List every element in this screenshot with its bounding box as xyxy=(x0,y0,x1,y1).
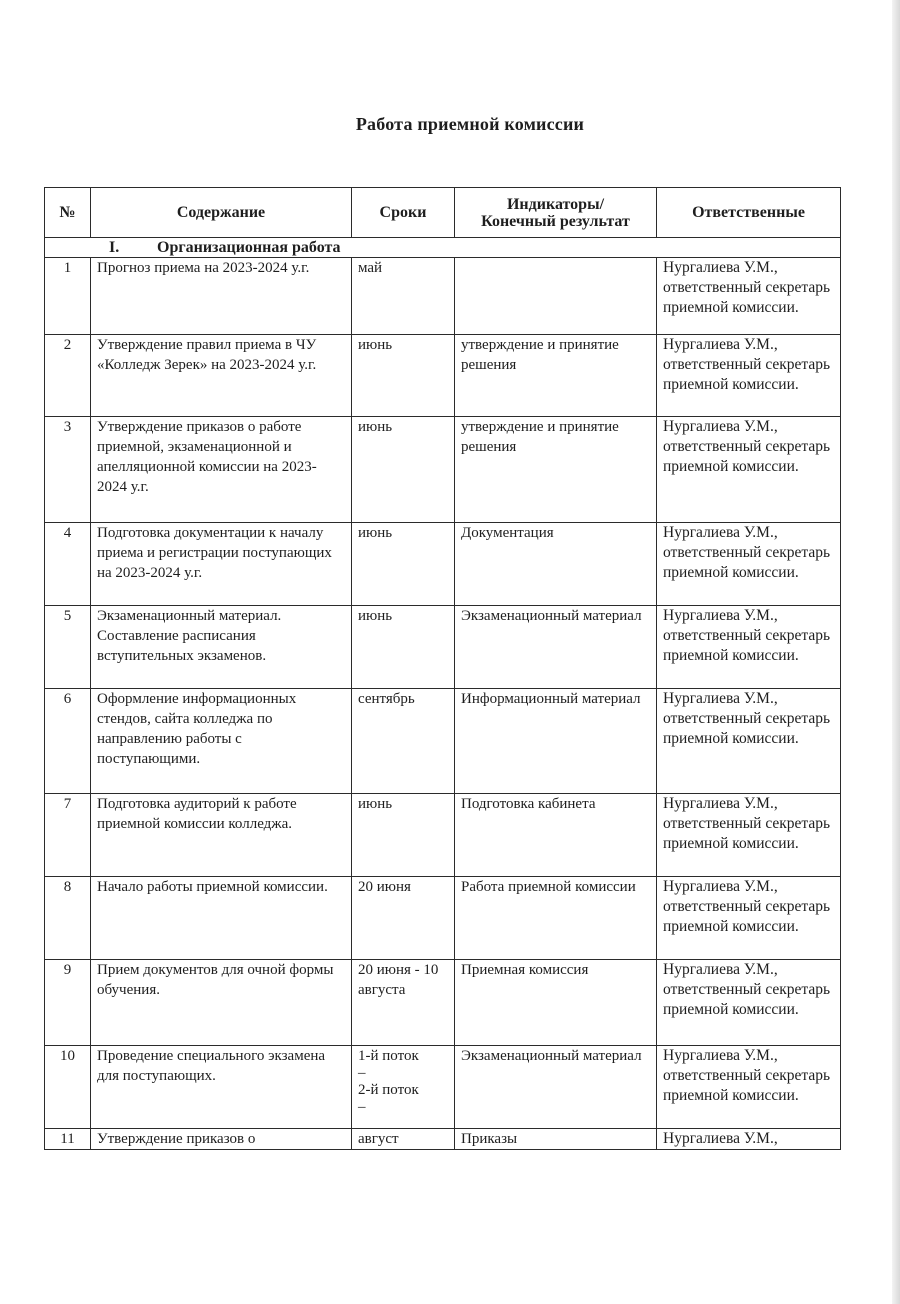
row-content: Экзаменационный материал. Составление расписания вступительных экзаменов. xyxy=(91,606,352,689)
row-indicator: Документация xyxy=(455,523,657,606)
table-row xyxy=(45,335,841,417)
row-indicator: Экзаменационный материал xyxy=(455,1046,657,1129)
table-header-row xyxy=(45,188,841,238)
row-content: Начало работы приемной комиссии. xyxy=(91,877,352,960)
row-number: 11 xyxy=(45,1129,91,1150)
row-deadline: июнь xyxy=(352,794,455,877)
deadline-line: – xyxy=(358,1065,366,1081)
row-responsible: Нургалиева У.М., ответственный секретарь приемной комиссии. xyxy=(657,794,841,877)
row-deadline: сентябрь xyxy=(352,689,455,794)
section-title: Организационная работа xyxy=(157,239,341,256)
table-row xyxy=(45,1129,841,1150)
table-row xyxy=(45,523,841,606)
document-title: Работа приемной комиссии xyxy=(355,114,585,134)
header-indicators-line1: Индикаторы/ xyxy=(506,195,605,213)
row-indicator xyxy=(455,258,657,335)
section-row xyxy=(45,238,841,258)
row-indicator: Приказы xyxy=(455,1129,657,1150)
row-number: 6 xyxy=(45,689,91,794)
row-responsible: Нургалиева У.М., ответственный секретарь приемной комиссии. xyxy=(657,689,841,794)
row-content: Утверждение приказов о xyxy=(91,1129,352,1150)
row-deadline: 20 июня - 10 августа xyxy=(352,960,455,1046)
deadline-line: 2-й поток xyxy=(358,1082,419,1098)
header-responsible: Ответственные xyxy=(657,188,841,238)
row-indicator: Приемная комиссия xyxy=(455,960,657,1046)
row-deadline: август xyxy=(352,1129,455,1150)
row-deadline: июнь xyxy=(352,523,455,606)
row-responsible: Нургалиева У.М., ответственный секретарь приемной комиссии. xyxy=(657,417,841,523)
row-content: Утверждение правил приема в ЧУ «Колледж Зерек» на 2023-2024 у.г. xyxy=(91,335,352,417)
table-row xyxy=(45,960,841,1046)
row-deadline: июнь xyxy=(352,417,455,523)
row-content: Подготовка аудиторий к работе приемной комиссии колледжа. xyxy=(91,794,352,877)
row-deadline: июнь xyxy=(352,606,455,689)
row-number: 5 xyxy=(45,606,91,689)
deadline-line: 1-й поток xyxy=(358,1048,419,1064)
row-content: Подготовка документации к началу приема и регистрации поступающих на 2023-2024 у.г. xyxy=(91,523,352,606)
row-indicator: Информационный материал xyxy=(455,689,657,794)
header-number: № xyxy=(45,188,91,238)
page-edge-shadow xyxy=(892,0,900,1304)
deadline-line: – xyxy=(358,1099,366,1115)
row-content: Утверждение приказов о работе приемной, экзаменационной и апелляционной комиссии на 2023-2024 у.г. xyxy=(91,417,352,523)
header-deadline: Сроки xyxy=(352,188,455,238)
row-responsible: Нургалиева У.М., ответственный секретарь приемной комиссии. xyxy=(657,877,841,960)
row-responsible: Нургалиева У.М., ответственный секретарь приемной комиссии. xyxy=(657,523,841,606)
row-responsible: Нургалиева У.М., ответственный секретарь приемной комиссии. xyxy=(657,258,841,335)
row-indicator: утверждение и принятие решения xyxy=(455,417,657,523)
row-number: 10 xyxy=(45,1046,91,1129)
row-number: 7 xyxy=(45,794,91,877)
table-row xyxy=(45,258,841,335)
row-indicator: утверждение и принятие решения xyxy=(455,335,657,417)
row-number: 3 xyxy=(45,417,91,523)
row-responsible: Нургалиева У.М., ответственный секретарь приемной комиссии. xyxy=(657,1046,841,1129)
row-number: 8 xyxy=(45,877,91,960)
header-indicators-line2: Конечный результат xyxy=(481,212,630,230)
table-row xyxy=(45,1046,841,1129)
row-responsible: Нургалиева У.М., ответственный секретарь приемной комиссии. xyxy=(657,960,841,1046)
row-number: 1 xyxy=(45,258,91,335)
row-number: 4 xyxy=(45,523,91,606)
table-row xyxy=(45,794,841,877)
row-responsible: Нургалиева У.М., ответственный секретарь приемной комиссии. xyxy=(657,606,841,689)
row-content: Прогноз приема на 2023-2024 у.г. xyxy=(91,258,352,335)
row-number: 2 xyxy=(45,335,91,417)
table-row xyxy=(45,877,841,960)
section-number: I. xyxy=(109,239,120,256)
row-indicator: Работа приемной комиссии xyxy=(455,877,657,960)
row-content: Прием документов для очной формы обучения. xyxy=(91,960,352,1046)
row-deadline: май xyxy=(352,258,455,335)
table-row xyxy=(45,417,841,523)
row-indicator: Подготовка кабинета xyxy=(455,794,657,877)
row-content: Проведение специального экзамена для поступающих. xyxy=(91,1046,352,1129)
section-heading xyxy=(45,238,841,258)
admission-plan-table xyxy=(44,187,841,1150)
row-number: 9 xyxy=(45,960,91,1046)
row-responsible: Нургалиева У.М., xyxy=(657,1129,841,1150)
row-deadline xyxy=(352,1046,455,1129)
row-indicator: Экзаменационный материал xyxy=(455,606,657,689)
header-content: Содержание xyxy=(91,188,352,238)
row-deadline: 20 июня xyxy=(352,877,455,960)
row-responsible: Нургалиева У.М., ответственный секретарь приемной комиссии. xyxy=(657,335,841,417)
row-deadline: июнь xyxy=(352,335,455,417)
table-row xyxy=(45,606,841,689)
header-indicators xyxy=(455,188,657,238)
table-row xyxy=(45,689,841,794)
row-content: Оформление информационных стендов, сайта колледжа по направлению работы с поступающими. xyxy=(91,689,352,794)
